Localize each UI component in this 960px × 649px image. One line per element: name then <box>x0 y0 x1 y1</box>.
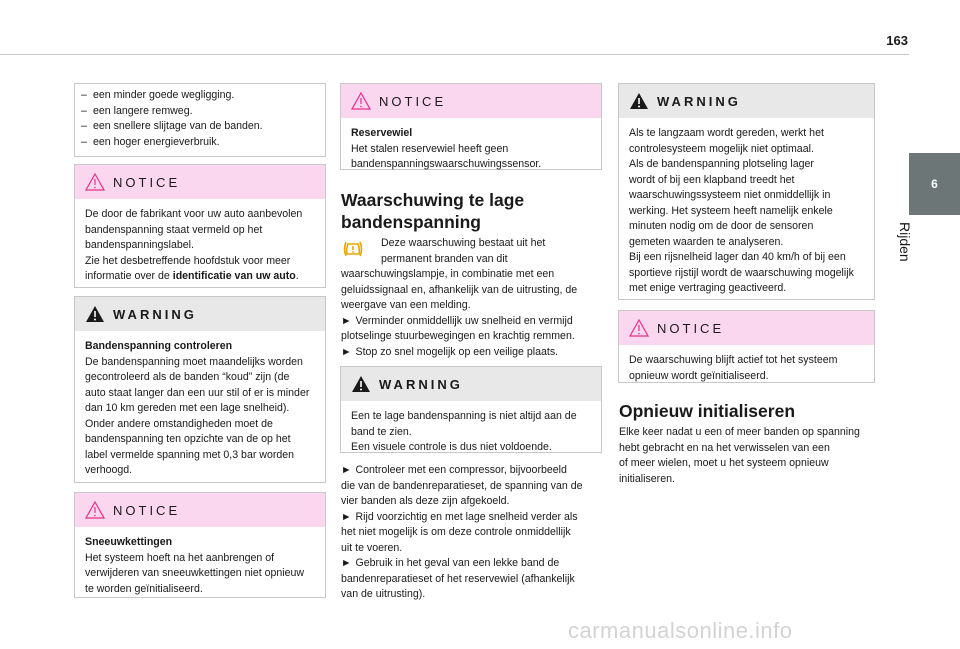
list-item: – een langere remweg. <box>81 104 193 117</box>
low-pressure-description: Deze waarschuwing bestaat uit het permanent branden van dit waarschuwingslampje, in combinatie met een geluidssignaal en, afhankelijk van de uitrusting, de weergave van een melding. ► Verminder onmiddellijk uw snelheid en vermijd plotselinge stuurbewegingen en krachtig remmen. ► Stop zo snel mogelijk op een veilige plaats. <box>341 237 578 358</box>
chapter-title: Rijden <box>897 222 913 262</box>
arrow-bullet: ► <box>341 557 352 569</box>
notice-text: De door de fabrikant voor uw auto aanbevolen bandenspanning staat vermeld op het bandenspanningslabel. Zie het desbetreffende hoofdstuk voor meer informatie over de identificatie van uw auto. <box>85 208 303 282</box>
notice-header <box>75 493 325 527</box>
notice-header <box>341 84 601 118</box>
list-item: – een minder goede wegligging. <box>81 89 235 101</box>
cross-reference-link[interactable]: identificatie van uw auto <box>172 270 296 282</box>
warning-box-check-pressure <box>74 296 326 483</box>
warning-box-visual-check <box>340 366 602 453</box>
notice-triangle-icon <box>85 501 105 519</box>
reinitialise-description: Elke keer nadat u een of meer banden op spanning hebt gebracht en na het verwisselen van een of meer wielen, moet u het systeem opnieuw initialiseren. <box>619 426 860 485</box>
list-item: – een snellere slijtage van de banden. <box>81 120 263 132</box>
notice-title: Sneeuwkettingen <box>85 536 173 548</box>
warning-label: WARNING <box>113 306 197 322</box>
list-item: – een hoger energieverbruik. <box>81 135 220 148</box>
notice-text: Sneeuwkettingen Het systeem hoeft na het aanbrengen of verwijderen van sneeuwkettingen niet opnieuw te worden geïnitialiseerd. <box>75 527 325 605</box>
warning-text: Bandenspanning controleren De bandenspanning moet maandelijks worden gecontroleerd als de banden “koud” zijn (de auto staat langer dan een uur stil of er is minder dan 10 km gereden met een lage snelheid). Onder andere omstandigheden moet de bandenspanning ten opzichte van de op het label vermelde spanning met 0,3 bar worden verhoogd. <box>75 331 325 487</box>
arrow-bullet: ► <box>341 314 352 327</box>
notice-box-reinitialise <box>618 310 875 383</box>
warning-title: Bandenspanning controleren <box>85 340 233 352</box>
section-heading-low-pressure: Waarschuwing te lage bandenspanning <box>341 190 525 232</box>
notice-triangle-icon <box>351 92 371 110</box>
notice-label: NOTICE <box>113 502 181 518</box>
arrow-bullet: ► <box>341 510 352 523</box>
notice-box-snow-chains <box>74 492 326 598</box>
warning-text: Als te langzaam wordt gereden, werkt het controlesysteem mogelijk niet optimaal. Als de bandenspanning plotseling lager wordt of bij een klapband treedt het waarschuwingssysteem niet onmiddellijk in werking. Het systeem heeft namelijk enkele minuten nodig om de door de sensoren gemeten waarden te analyseren. Bij een rijsnelheid lager dan 40 km/h of bij een sportieve rijstijl wordt de waarschuwing mogelijk met enige vertraging geactiveerd. <box>629 127 854 294</box>
notice-header <box>619 311 874 345</box>
notice-label: NOTICE <box>113 174 181 190</box>
warning-box-slow-driving <box>618 83 875 300</box>
section-heading-reinitialise: Opnieuw initialiseren <box>619 401 796 421</box>
warning-header <box>619 84 874 118</box>
notice-label: NOTICE <box>379 93 447 109</box>
top-rule <box>0 54 909 55</box>
notice-label: NOTICE <box>657 320 725 336</box>
notice-box-spare-wheel <box>340 83 602 170</box>
warning-header <box>75 297 325 331</box>
warning-label: WARNING <box>379 376 463 392</box>
steps-list: ► Controleer met een compressor, bijvoorbeeld die van de bandenreparatieset, de spanning van de vier banden als deze zijn afgekoeld. ► Rijd voorzichtig en met lage snelheid verder als het niet mogelijk is om deze controle onmiddellijk uit te voeren. ► Gebruik in het geval van een lekke band de bandenreparatieset of het reservewiel (afhankelijk van de uitrusting). <box>341 464 583 600</box>
arrow-bullet: ► <box>341 464 352 476</box>
warning-text: Een te lage bandenspanning is niet altijd aan de band te zien. Een visuele controle is dus niet voldoende. <box>351 410 577 453</box>
warning-label: WARNING <box>657 93 741 109</box>
notice-text: De waarschuwing blijft actief tot het systeem opnieuw wordt geïnitialiseerd. <box>629 354 838 382</box>
notice-triangle-icon <box>629 319 649 337</box>
warning-triangle-icon <box>351 375 371 393</box>
chapter-tab[interactable]: 6 <box>909 153 960 215</box>
consequence-list <box>74 83 326 157</box>
notice-text: Reservewiel Het stalen reservewiel heeft geen bandenspanningswaarschuwingssensor. <box>341 118 601 181</box>
notice-box-tyre-label <box>74 164 326 288</box>
notice-triangle-icon <box>85 173 105 191</box>
arrow-bullet: ► <box>341 345 352 358</box>
warning-triangle-icon <box>85 305 105 323</box>
page-number: 163 <box>886 33 908 48</box>
warning-header <box>341 367 601 401</box>
watermark: carmanualsonline.info <box>568 618 793 643</box>
warning-triangle-icon <box>629 92 649 110</box>
notice-title: Reservewiel <box>351 127 413 139</box>
notice-header <box>75 165 325 199</box>
